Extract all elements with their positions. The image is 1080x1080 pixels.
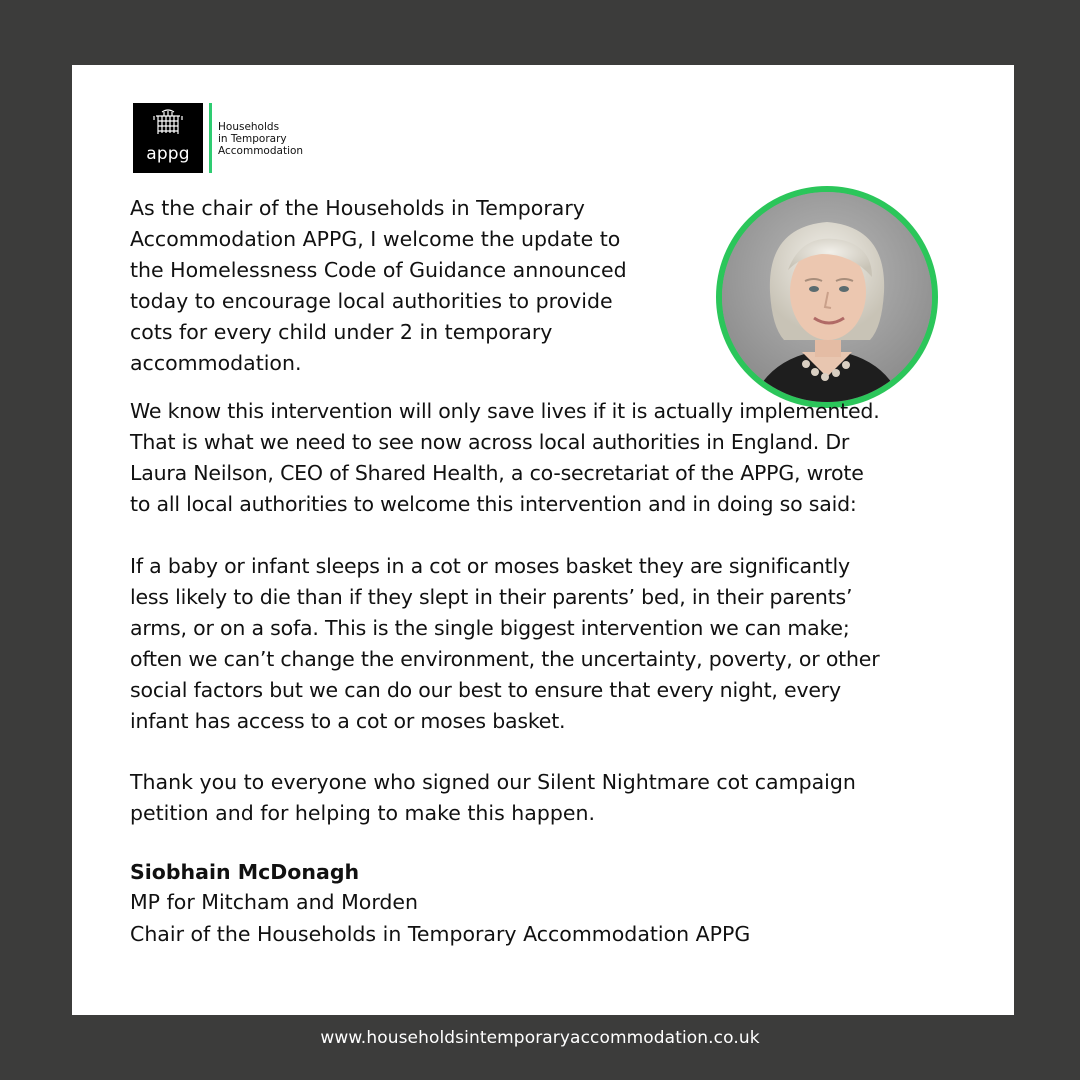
appg-logo-mark xyxy=(133,103,203,173)
appg-mark-text: appg xyxy=(146,144,190,164)
portrait-illustration xyxy=(722,192,932,402)
text-line: As the chair of the Households in Temporary xyxy=(130,196,585,220)
footer-website-url: www.householdsintemporaryaccommodation.co.uk xyxy=(320,1028,760,1048)
logo-name-line: Households xyxy=(218,121,280,133)
text-line: to all local authorities to welcome this intervention and in doing so said: xyxy=(130,492,857,516)
signature-title-2: Chair of the Households in Temporary Accommodation APPG xyxy=(130,922,751,946)
logo-name-line: Accommodation xyxy=(218,145,304,157)
text-line: If a baby or infant sleeps in a cot or moses basket they are significantly xyxy=(130,554,850,578)
text-line: social factors but we can do our best to ensure that every night, every xyxy=(130,678,841,702)
statement-paragraph-3 xyxy=(130,551,879,737)
statement-paragraph-1 xyxy=(130,193,627,379)
text-line: less likely to die than if they slept in their parents’ bed, in their parents’ xyxy=(130,585,853,609)
statement-paragraph-4 xyxy=(130,767,856,829)
appg-logo-name xyxy=(218,103,303,173)
text-line: Accommodation APPG, I welcome the update to xyxy=(130,227,621,251)
text-line: often we can’t change the environment, the uncertainty, poverty, or other xyxy=(130,647,880,671)
signature-title-1: MP for Mitcham and Morden xyxy=(130,890,419,914)
text-line: We know this intervention will only save lives if it is actually implemented. xyxy=(130,399,880,423)
appg-logo xyxy=(133,103,303,173)
statement-paragraph-2 xyxy=(130,396,880,520)
text-line: accommodation. xyxy=(130,351,302,375)
text-line: Thank you to everyone who signed our Silent Nightmare cot campaign xyxy=(130,770,856,794)
text-line: infant has access to a cot or moses basket. xyxy=(130,709,566,733)
statement-card xyxy=(72,65,1014,1015)
portrait-photo xyxy=(716,186,938,408)
portcullis-icon xyxy=(152,108,184,136)
text-line: cots for every child under 2 in temporary xyxy=(130,320,553,344)
text-line: That is what we need to see now across local authorities in England. Dr xyxy=(130,430,850,454)
text-line: petition and for helping to make this happen. xyxy=(130,801,595,825)
logo-divider xyxy=(209,103,212,173)
logo-name-line: in Temporary xyxy=(218,133,287,145)
text-line: today to encourage local authorities to provide xyxy=(130,289,613,313)
text-line: the Homelessness Code of Guidance announced xyxy=(130,258,627,282)
signature-name: Siobhain McDonagh xyxy=(130,860,360,884)
text-line: arms, or on a sofa. This is the single biggest intervention we can make; xyxy=(130,616,850,640)
text-line: Laura Neilson, CEO of Shared Health, a co-secretariat of the APPG, wrote xyxy=(130,461,864,485)
